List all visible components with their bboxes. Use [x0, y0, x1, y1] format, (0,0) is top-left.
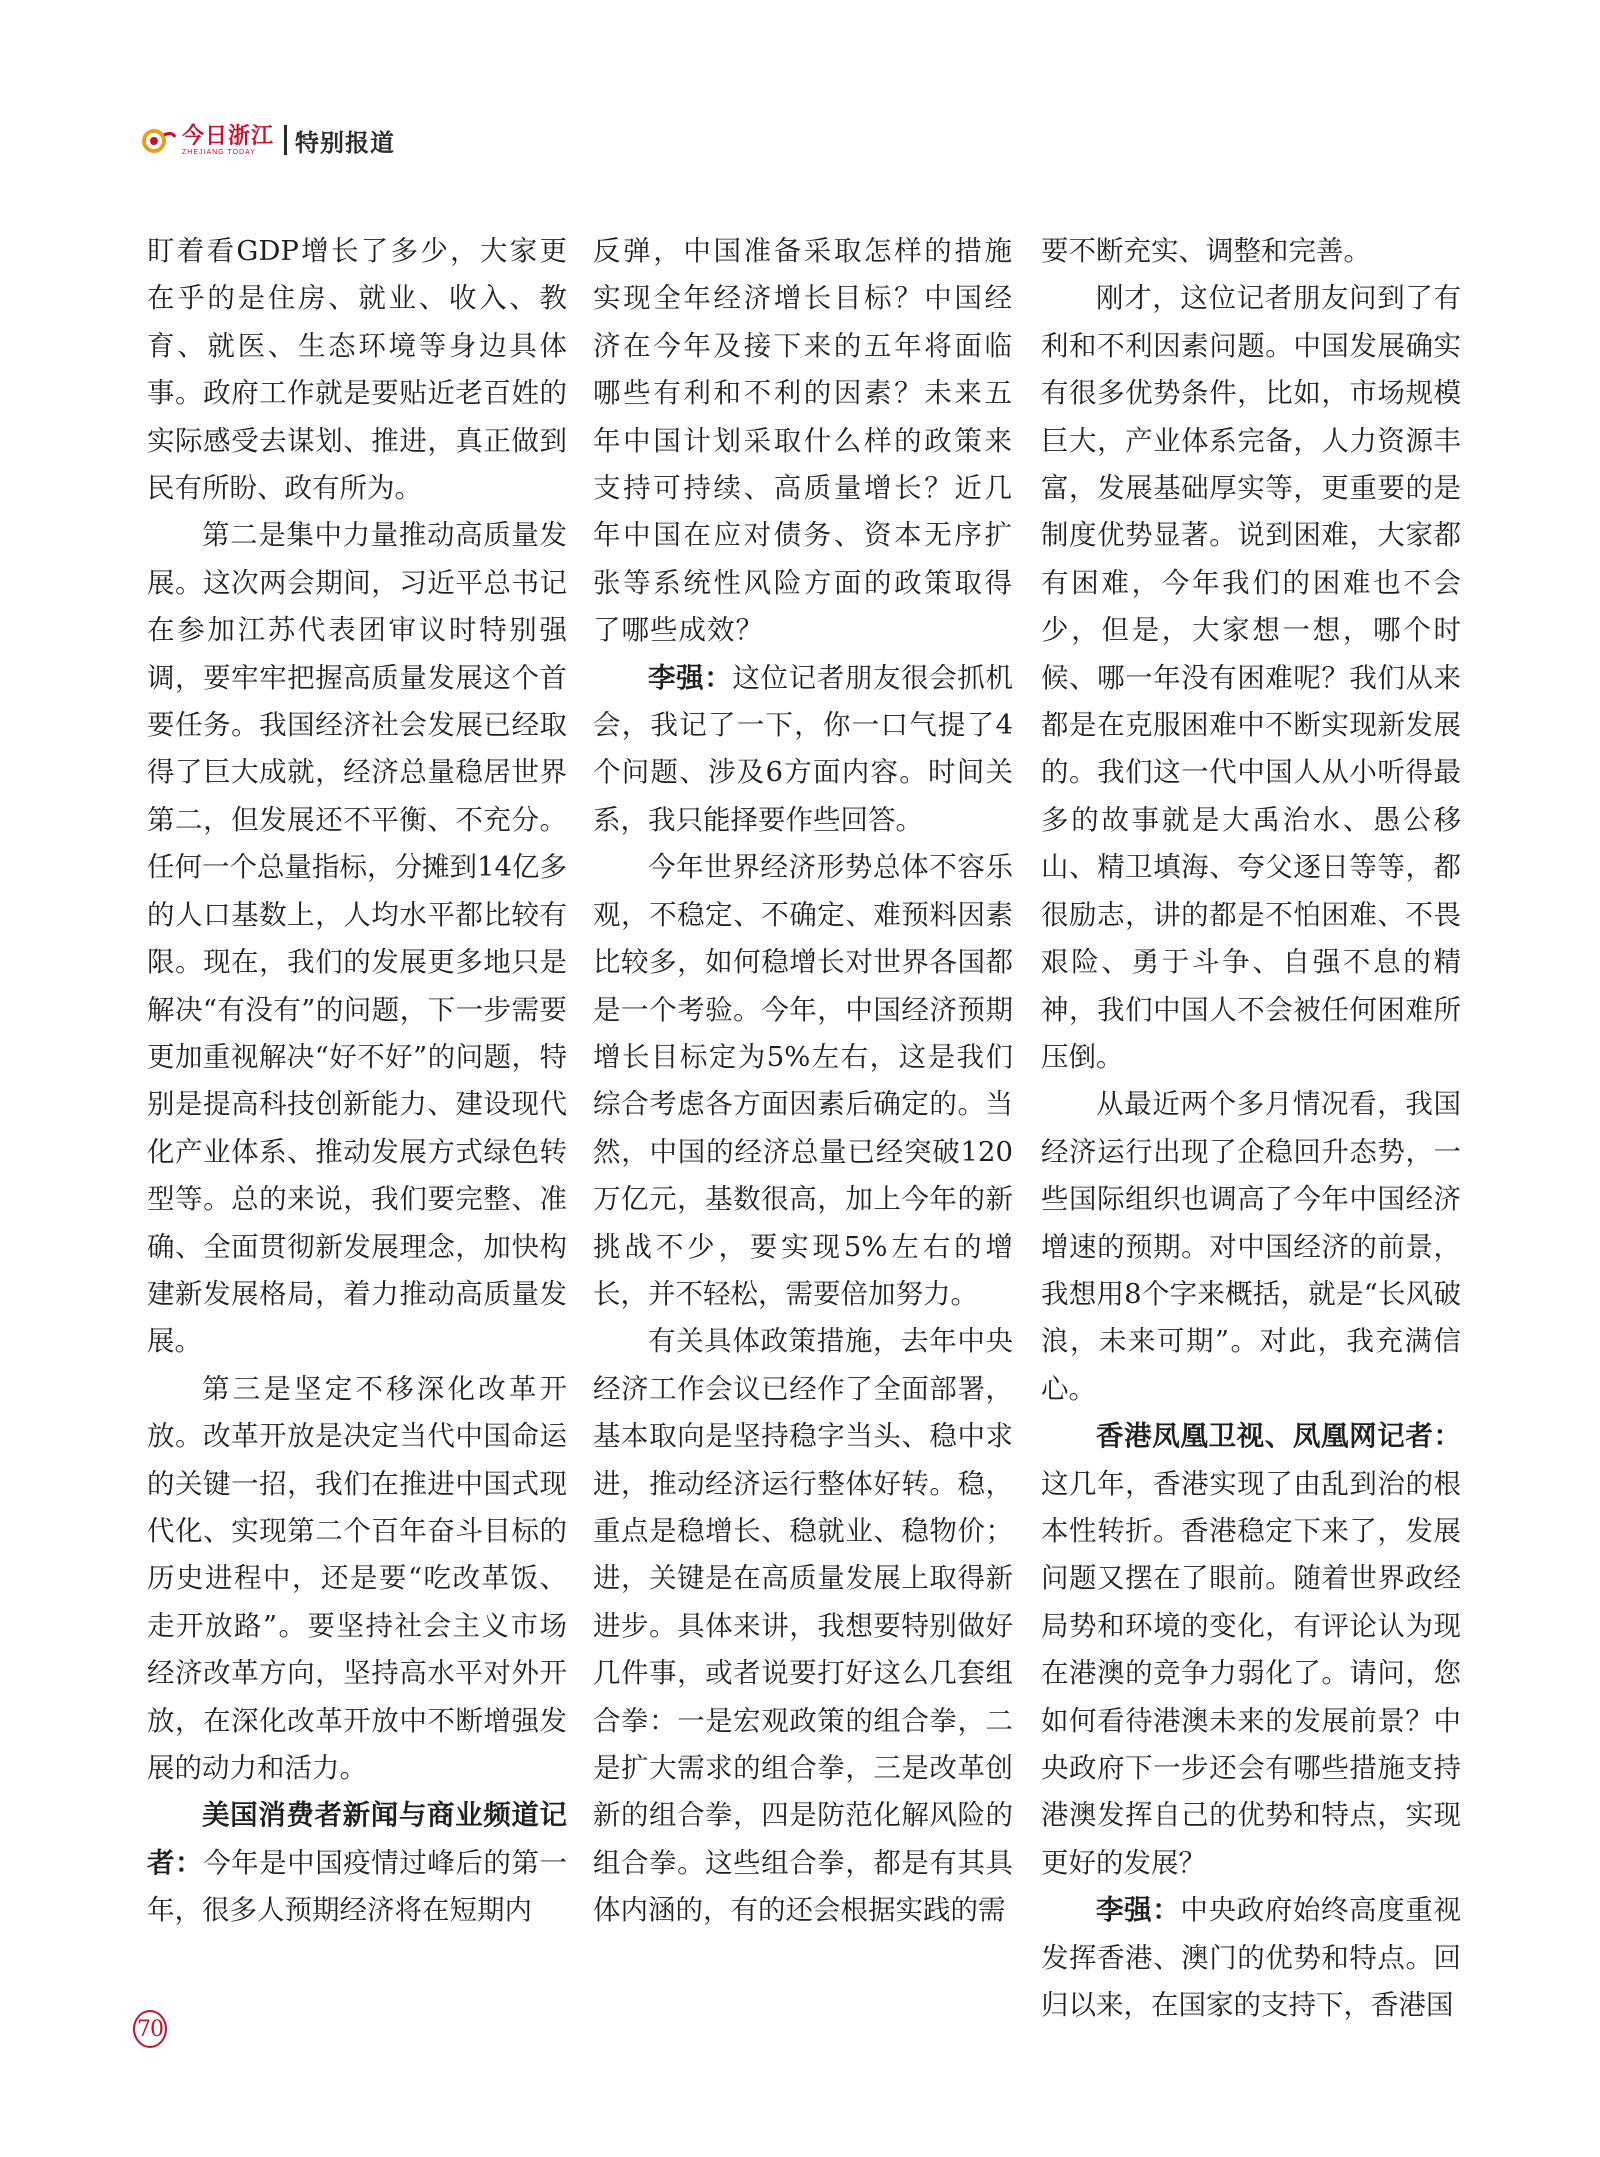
page-header	[140, 118, 395, 162]
question-continuation: 反弹，中国准备采取怎样的措施实现全年经济增长目标？中国经济在今年及接下来的五年将面临哪些有利和不利的因素？未来五年中国计划采取什么样的政策来支持可持续、高质量增长？近几年中国在应对债务、资本无序扩张等系统性风险方面的政策取得了哪些成效？	[593, 235, 1013, 647]
paragraph: 有关具体政策措施，去年中央经济工作会议已经作了全面部署，基本取向是坚持稳字当头、稳中求进，推动经济运行整体好转。稳，重点是稳增长、稳就业、稳物价；进，关键是在高质量发展上取得新进步。具体来讲，我想要特别做好几件事，或者说要打好这么几套组合拳：一是宏观政策的组合拳，二是扩大需求的组合拳，三是改革创新的组合拳，四是防范化解风险的组合拳。这些组合拳，都是有其具体内涵的，有的还会根据实践的需	[593, 1325, 1013, 1927]
question-text: 今年是中国疫情过峰后的第一年，很多人预期经济将在短期内	[147, 1846, 568, 1927]
header-divider	[284, 125, 287, 155]
paragraph: 第二是集中力量推动高质量发展。这次两会期间，习近平总书记在参加江苏代表团审议时特别强调，要牢牢把握高质量发展这个首要任务。我国经济社会发展已经取得了巨大成就，经济总量稳居世界第二，但发展还不平衡、不充分。任何一个总量指标，分摊到14亿多的人口基数上，人均水平都比较有限。现在，我们的发展更多地只是解决“有没有”的问题，下一步需要更加重视解决“好不好”的问题，特别是提高科技创新能力、建设现代化产业体系、推动发展方式绿色转型等。总的来说，我们要完整、准确、全面贯彻新发展理念，加快构建新发展格局，着力推动高质量发展。	[147, 519, 567, 1358]
answer-text: 中央政府始终高度重视发挥香港、澳门的优势和特点。回归以来，在国家的支持下，香港国	[1041, 1894, 1461, 2022]
section-title: 特别报道	[295, 128, 396, 157]
paragraph: 要不断充实、调整和完善。	[1041, 235, 1371, 267]
speaker-label: 李强：	[648, 661, 733, 694]
column-1	[147, 228, 567, 1935]
answer-text: 这位记者朋友很会抓机会，我记了一下，你一口气提了4个问题、涉及6方面内容。时间关系，我只能择要作些回答。	[593, 661, 1013, 836]
paragraph: 刚才，这位记者朋友问到了有利和不利因素问题。中国发展确实有很多优势条件，比如，市场规模巨大，产业体系完备，人力资源丰富，发展基础厚实等，更重要的是制度优势显著。说到困难，大家都有困难，今年我们的困难也不会少，但是，大家想一想，哪个时候、哪一年没有困难呢？我们从来都是在克服困难中不断实现新发展的。我们这一代中国人从小听得最多的故事就是大禹治水、愚公移山、精卫填海、夸父逐日等等，都很励志，讲的都是不怕困难、不畏艰险、勇于斗争、自强不息的精神，我们中国人不会被任何困难所压倒。	[1041, 282, 1461, 1073]
speaker-label: 香港凤凰卫视、凤凰网记者：	[1096, 1420, 1461, 1453]
paragraph: 从最近两个多月情况看，我国经济运行出现了企稳回升态势，一些国际组织也调高了今年中国经济增速的预期。对中国经济的前景，我想用8个字来概括，就是“长风破浪，未来可期”。对此，我充满信心。	[1041, 1088, 1461, 1405]
column-3	[1041, 228, 1461, 2029]
column-2	[593, 228, 1013, 1935]
logo	[140, 124, 274, 157]
question-text: 这几年，香港实现了由乱到治的根本性转折。香港稳定下来了，发展问题又摆在了眼前。随着世界政经局势和环境的变化，有评论认为现在港澳的竞争力弱化了。请问，您如何看待港澳未来的发展前景？中央政府下一步还会有哪些措施支持港澳发挥自己的优势和特点，实现更好的发展？	[1041, 1467, 1461, 1879]
sun-logo-icon	[140, 125, 176, 155]
speaker-label: 美国消费者新闻与商业频道记者：	[147, 1799, 567, 1879]
paragraph: 今年世界经济形势总体不容乐观，不稳定、不确定、难预料因素比较多，如何稳增长对世界各国都是一个考验。今年，中国经济预期增长目标定为5%左右，这是我们综合考虑各方面因素后确定的。当然，中国的经济总量已经突破120万亿元，基数很高，加上今年的新挑战不少，要实现5%左右的增长，并不轻松，需要倍加努力。	[593, 851, 1013, 1310]
paragraph: 盯着看GDP增长了多少，大家更在乎的是住房、就业、收入、教育、就医、生态环境等身边具体事。政府工作就是要贴近老百姓的实际感受去谋划、推进，真正做到民有所盼、政有所为。	[147, 235, 567, 505]
question-paragraph	[1041, 1413, 1461, 1887]
page-number: 70	[133, 2010, 167, 2048]
speaker-label: 李强：	[1096, 1894, 1181, 1927]
question-paragraph	[147, 1792, 567, 1934]
answer-paragraph	[593, 655, 1013, 845]
paragraph: 第三是坚定不移深化改革开放。改革开放是决定当代中国命运的关键一招，我们在推进中国式现代化、实现第二个百年奋斗目标的历史进程中，还是要“吃改革饭、走开放路”。要坚持社会主义市场经济改革方向，坚持高水平对外开放，在深化改革开放中不断增强发展的动力和活力。	[147, 1372, 567, 1784]
answer-paragraph	[1041, 1887, 1461, 2029]
logo-chinese-text: 今日浙江	[182, 122, 275, 149]
logo-english-text: ZHEJIANG TODAY	[182, 148, 256, 156]
